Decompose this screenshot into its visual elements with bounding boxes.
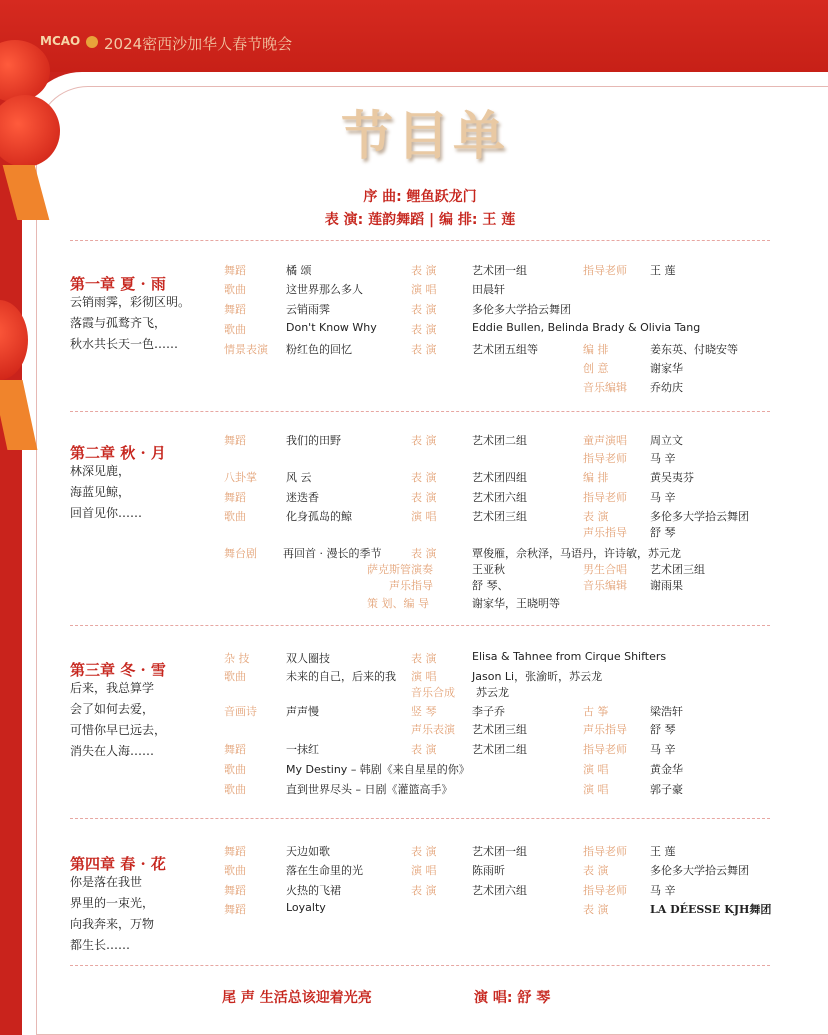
role-value: 谢家华，王晓明等 [472,597,560,610]
role-value: 乔幼庆 [650,381,683,394]
prelude-title: 序 曲: 鲤鱼跃龙门 [363,189,477,205]
role-value: 姜东英、付晓安等 [650,343,738,356]
item-type: 舞蹈 [224,264,246,277]
poem-line: 向我奔来，万物 [70,917,155,931]
item-type: 舞蹈 [224,303,246,316]
role-value: 马 辛 [650,452,676,465]
role-value: 多伦多大学拾云舞团 [472,303,571,316]
role-label: 表 演 [411,434,437,447]
role-label: 声乐表演 [411,723,455,736]
role-label: 指导老师 [583,845,627,858]
role-value: 谢雨果 [650,579,683,592]
poem-line: 海蓝见鲸， [70,485,131,499]
role-label: 音乐编辑 [583,579,627,592]
role-label: 演 唱 [411,864,437,877]
item-type: 情景表演 [224,343,268,356]
role-value: 马 辛 [650,884,676,897]
item-type: 舞蹈 [224,491,246,504]
poem-line: 回首见你…… [70,506,143,520]
item-type: 歌曲 [224,783,246,796]
item-type: 歌曲 [224,323,246,336]
item-type: 舞蹈 [224,903,246,916]
item-name: My Destiny – 韩剧《来自星星的你》 [286,763,470,776]
role-value: 苏云龙 [476,686,509,699]
role-label: 声乐指导 [389,579,433,592]
role-label: 表 演 [411,264,437,277]
poem-line: 秋水共长天一色…… [70,337,179,351]
chapter-poem [70,678,166,762]
role-label: 表 演 [411,471,437,484]
poem-line: 落霞与孤鹜齐飞， [70,316,167,330]
item-name: 再回首 · 漫长的季节 [283,547,382,560]
item-type: 舞蹈 [224,845,246,858]
role-value: 黄吴夷芬 [650,471,694,484]
item-type: 歌曲 [224,763,246,776]
poem-line: 界里的一束光， [70,896,155,910]
role-label: 声乐指导 [583,526,627,539]
item-name: Loyalty [286,901,326,914]
role-label: 编 排 [583,343,609,356]
role-value: 艺术团一组 [472,845,527,858]
role-value: Elisa & Tahnee from Cirque Shifters [472,650,667,663]
item-name: 天边如歌 [286,845,330,858]
role-value: 王亚秋 [472,563,505,576]
role-label: 表 演 [411,845,437,858]
role-label: 演 唱 [583,783,609,796]
item-type: 歌曲 [224,510,246,523]
role-label: 萨克斯管演奏 [367,563,433,576]
item-name: 化身孤岛的鲸 [286,510,352,523]
item-name: 云销雨霁 [286,303,330,316]
item-type: 歌曲 [224,283,246,296]
role-label: 古 筝 [583,705,609,718]
item-type: 八卦掌 [224,471,257,484]
item-type: 舞台剧 [224,547,257,560]
finale-title: 尾 声 生活总该迎着光亮 [222,990,372,1006]
role-label: 音乐编辑 [583,381,627,394]
role-value: 艺术团三组 [472,510,527,523]
role-value: 艺术团六组 [472,884,527,897]
chapter-title: 第三章 冬 · 雪 [70,661,166,679]
role-label: 音乐合成 [411,686,455,699]
divider [70,965,770,966]
divider [70,625,770,626]
role-value: 多伦多大学拾云舞团 [650,864,749,877]
role-label: 男生合唱 [583,563,627,576]
item-name: 风 云 [286,471,312,484]
item-name: 落在生命里的光 [286,864,363,877]
role-label: 指导老师 [583,884,627,897]
chapter-poem [70,461,142,524]
chapter-title: 第一章 夏 · 雨 [70,275,166,293]
poem-line: 都生长…… [70,938,131,952]
role-value: 舒 琴、 [472,579,509,592]
role-label: 表 演 [583,903,609,916]
prelude-performer: 表 演: 莲韵舞蹈 | 编 排: 王 莲 [324,212,516,228]
role-value: 郭子豪 [650,783,683,796]
item-name: 未来的自己，后来的我 [286,670,396,683]
logo-emblem-icon [86,36,98,48]
role-label: 表 演 [411,547,437,560]
role-label: 表 演 [411,491,437,504]
role-label: 表 演 [583,510,609,523]
role-label: 指导老师 [583,743,627,756]
role-label: 指导老师 [583,491,627,504]
poem-line: 可惜你早已远去， [70,723,167,737]
poem-line: 你是落在我世 [70,875,143,889]
role-label: 策 划、编 导 [367,597,429,610]
page-title: 节目单 [340,107,509,167]
role-value: 王 莲 [650,845,676,858]
role-label: 表 演 [411,743,437,756]
role-value: 多伦多大学拾云舞团 [650,510,749,523]
mcao-logo: MCAO [40,34,81,48]
role-value: 周立文 [650,434,683,447]
poem-line: 林深见鹿， [70,464,131,478]
divider [70,240,770,241]
poem-line: 云销雨霁，彩彻区明。 [70,295,191,309]
item-type: 舞蹈 [224,434,246,447]
role-value: 舒 琴 [650,723,676,736]
chapter-poem [70,872,154,956]
role-label: 竖 琴 [411,705,437,718]
role-label: 表 演 [411,652,437,665]
role-value: 谢家华 [650,362,683,375]
role-value: 黄金华 [650,763,683,776]
finale-singer: 演 唱: 舒 琴 [474,990,551,1006]
role-value: 艺术团二组 [472,434,527,447]
role-value: 艺术团一组 [472,264,527,277]
role-label: 表 演 [583,864,609,877]
role-label: 创 意 [583,362,609,375]
divider [70,411,770,412]
role-label: 演 唱 [411,510,437,523]
item-type: 歌曲 [224,864,246,877]
role-label: 表 演 [411,343,437,356]
chapter-title: 第四章 春 · 花 [70,855,166,873]
role-label: 声乐指导 [583,723,627,736]
role-label: 指导老师 [583,264,627,277]
item-name: 一抹红 [286,743,319,756]
role-value: 马 辛 [650,491,676,504]
chapter-title: 第二章 秋 · 月 [70,444,166,462]
item-name: 这世界那么多人 [286,283,363,296]
item-type: 音画诗 [224,705,257,718]
role-value: 马 辛 [650,743,676,756]
role-value: 艺术团二组 [472,743,527,756]
role-value: 李子乔 [472,705,505,718]
role-label: 表 演 [411,884,437,897]
role-value: 陈雨昕 [472,864,505,877]
role-value: Jason Li，张渝昕，苏云龙 [472,670,603,683]
item-name: 粉红色的回忆 [286,343,352,356]
role-value: 艺术团三组 [472,723,527,736]
chapter-poem [70,292,190,355]
role-label: 表 演 [411,303,437,316]
item-type: 舞蹈 [224,884,246,897]
role-label: 表 演 [411,323,437,336]
item-name: 双人圈技 [286,652,330,665]
item-type: 杂 技 [224,652,250,665]
item-name: 火热的飞裙 [286,884,341,897]
role-value: 艺术团五组等 [472,343,538,356]
role-value: 梁浩轩 [650,705,683,718]
role-value: 王 莲 [650,264,676,277]
item-name: 声声慢 [286,705,319,718]
role-label: 编 排 [583,471,609,484]
role-label: 演 唱 [411,670,437,683]
role-value: Eddie Bullen, Belinda Brady & Olivia Tang [472,321,701,334]
role-label: 演 唱 [411,283,437,296]
poem-line: 后来，我总算学 [70,681,155,695]
role-value: 艺术团三组 [650,563,705,576]
item-name: 迷迭香 [286,491,319,504]
divider [70,818,770,819]
item-type: 歌曲 [224,670,246,683]
poem-line: 消失在人海…… [70,744,155,758]
role-value: LA DÉESSE KJH舞团 [650,903,772,916]
poem-line: 会了如何去爱， [70,702,155,716]
role-value: 田晨轩 [472,283,505,296]
item-type: 舞蹈 [224,743,246,756]
role-value: 艺术团四组 [472,471,527,484]
item-name: 直到世界尽头 – 日剧《灌篮高手》 [286,783,453,796]
item-name: 橘 颂 [286,264,312,277]
role-value: 艺术团六组 [472,491,527,504]
role-label: 指导老师 [583,452,627,465]
role-label: 童声演唱 [583,434,627,447]
item-name: 我们的田野 [286,434,341,447]
event-title: 2024密西沙加华人春节晚会 [104,35,293,53]
role-label: 演 唱 [583,763,609,776]
role-value: 覃俊雁，佘秋泽，马语丹，许诗敏，苏元龙 [472,547,681,560]
item-name: Don't Know Why [286,321,377,334]
role-value: 舒 琴 [650,526,676,539]
